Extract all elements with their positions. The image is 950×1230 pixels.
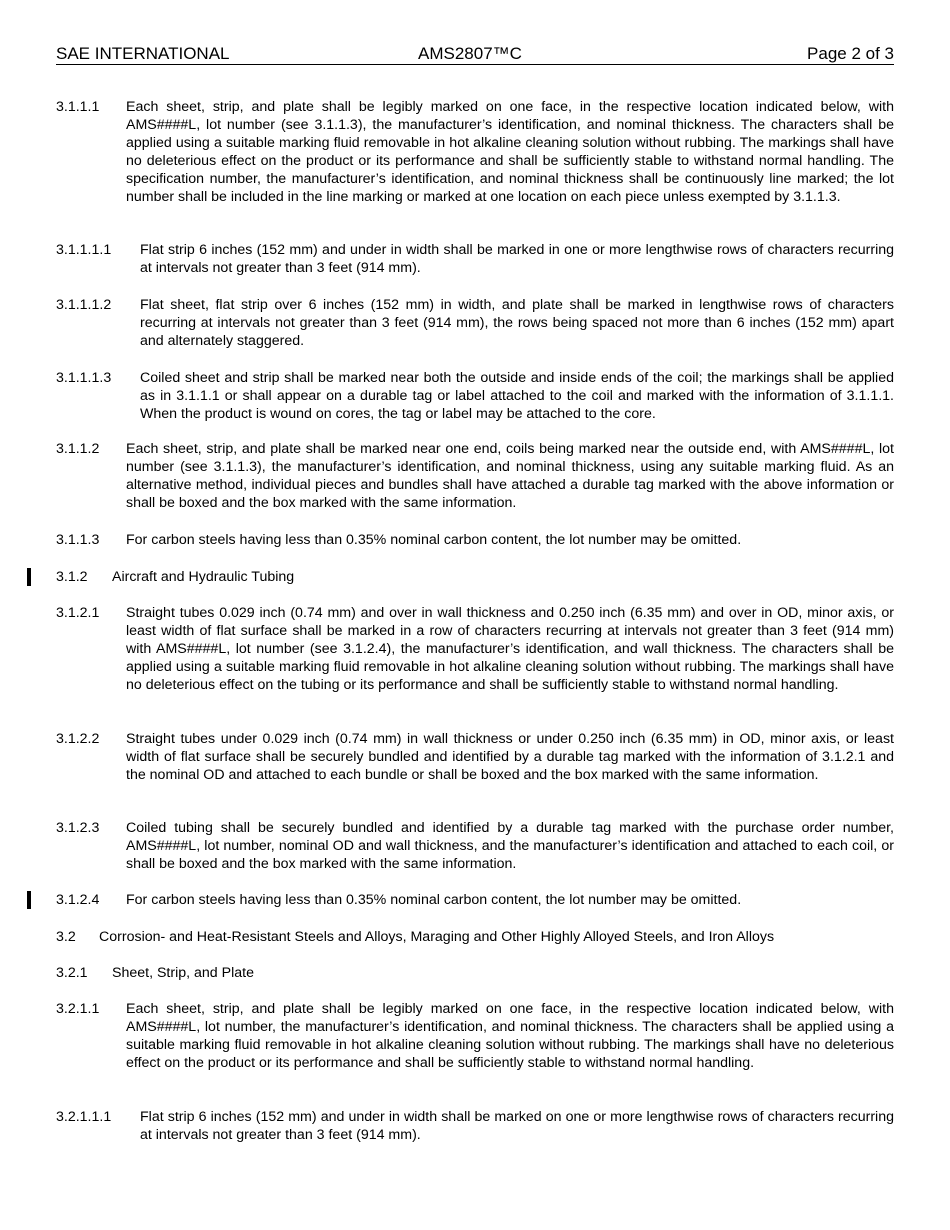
header-organization: SAE INTERNATIONAL bbox=[56, 44, 230, 63]
paragraph-number: 3.1.1.1.3 bbox=[56, 370, 112, 386]
paragraph-text: Straight tubes 0.029 inch (0.74 mm) and over in wall thickness and 0.250 inch (6.35 mm) and over in OD, minor axis, or least width of flat surface shall be marked in a row of characters recurring at intervals not greater than 3 feet (914 mm) with AMS####L, lot number (see 3.1.2.4), the manufacturer’s identification, and wall thickness. The characters shall be applied using a suitable marking fluid removable in hot alkaline cleaning solution without rubbing. The markings shall have no deleterious effect on the tubing or its performance and shall be sufficiently stable to withstand normal handling. bbox=[126, 605, 894, 693]
header-page-number: Page 2 of 3 bbox=[807, 44, 894, 63]
section-number: 3.2 bbox=[56, 929, 76, 945]
paragraph-text: For carbon steels having less than 0.35% nominal carbon content, the lot number may be omitted. bbox=[126, 892, 742, 908]
paragraph-number: 3.1.2.1 bbox=[56, 605, 100, 621]
revision-bar bbox=[27, 891, 31, 909]
section-heading-3-1-2 bbox=[56, 568, 894, 586]
paragraph-3-1-2-4 bbox=[56, 891, 894, 909]
paragraph-number: 3.1.1.2 bbox=[56, 441, 100, 457]
paragraph-number: 3.1.1.3 bbox=[56, 532, 100, 548]
paragraph-3-1-1-1-1 bbox=[56, 241, 894, 277]
paragraph-3-1-1-1-3 bbox=[56, 369, 894, 423]
paragraph-number: 3.1.1.1 bbox=[56, 99, 100, 115]
paragraph-text: Flat strip 6 inches (152 mm) and under in width shall be marked on one or more lengthwise rows of characters recurring at intervals not greater than 3 feet (914 mm). bbox=[140, 1109, 894, 1143]
revision-bar bbox=[27, 568, 31, 586]
header-document-id: AMS2807™C bbox=[418, 44, 522, 63]
section-title: Aircraft and Hydraulic Tubing bbox=[112, 569, 295, 585]
paragraph-text: Coiled tubing shall be securely bundled and identified by a durable tag marked with the purchase order number, AMS####L, lot number, nominal OD and wall thickness, and the manufacturer’s identification and attached to each coil, or shall be boxed and the box marked with the same information. bbox=[126, 820, 894, 872]
page-header bbox=[56, 42, 894, 65]
section-heading-3-2-1 bbox=[56, 964, 894, 982]
paragraph-3-1-1-1 bbox=[56, 98, 894, 206]
section-title: Corrosion- and Heat-Resistant Steels and Alloys, Maraging and Other Highly Alloyed Steels, and Iron Alloys bbox=[99, 929, 775, 945]
paragraph-3-2-1-1 bbox=[56, 1000, 894, 1072]
section-number: 3.2.1 bbox=[56, 965, 88, 981]
paragraph-number: 3.1.1.1.1 bbox=[56, 242, 112, 258]
paragraph-number: 3.1.2.2 bbox=[56, 731, 100, 747]
paragraph-3-1-1-3 bbox=[56, 531, 894, 549]
paragraph-number: 3.1.1.1.2 bbox=[56, 297, 112, 313]
paragraph-text: Each sheet, strip, and plate shall be marked near one end, coils being marked near the outside end, with AMS####L, lot number (see 3.1.1.3), the manufacturer’s identification, and nominal thickness, using any suitable marking fluid. As an alternative method, individual pieces and bundles shall have attached a durable tag marked with the above information or shall be boxed and the box marked with the same information. bbox=[126, 441, 894, 511]
paragraph-number: 3.2.1.1 bbox=[56, 1001, 100, 1017]
paragraph-3-1-2-2 bbox=[56, 730, 894, 784]
paragraph-text: Flat sheet, flat strip over 6 inches (152 mm) in width, and plate shall be marked in lengthwise rows of characters recurring at intervals not greater than 3 feet (914 mm), the rows being spaced not more than 6 inches (152 mm) apart and alternately staggered. bbox=[140, 297, 894, 349]
paragraph-text: Coiled sheet and strip shall be marked near both the outside and inside ends of the coil; the markings shall be applied as in 3.1.1.1 or shall appear on a durable tag or label attached to the coil and marked with the information of 3.1.1.1. When the product is wound on cores, the tag or label may be attached to the core. bbox=[140, 370, 894, 422]
section-title: Sheet, Strip, and Plate bbox=[112, 965, 254, 981]
paragraph-text: Flat strip 6 inches (152 mm) and under in width shall be marked in one or more lengthwise rows of characters recurring at intervals not greater than 3 feet (914 mm). bbox=[140, 242, 894, 276]
paragraph-number: 3.1.2.4 bbox=[56, 892, 100, 908]
section-heading-3-2 bbox=[56, 928, 894, 946]
paragraph-text: Each sheet, strip, and plate shall be legibly marked on one face, in the respective location indicated below, with AMS####L, lot number (see 3.1.1.3), the manufacturer’s identification, and nominal thickness. The characters shall be applied using a suitable marking fluid removable in hot alkaline cleaning solution without rubbing. The markings shall have no deleterious effect on the product or its performance and shall be sufficiently stable to withstand normal handling. The specification number, the manufacturer’s identification, and nominal thickness shall be continuously line marked; the lot number shall be included in the line marking or marked at one location on each piece unless exempted by 3.1.1.3. bbox=[126, 99, 894, 205]
paragraph-text: Straight tubes under 0.029 inch (0.74 mm) in wall thickness or under 0.250 inch (6.35 mm) in OD, minor axis, or least width of flat surface shall be securely bundled and identified by a durable tag marked with the information of 3.1.2.1 and the nominal OD and attached to each bundle or shall be boxed and the box marked with the same information. bbox=[126, 731, 894, 783]
paragraph-3-2-1-1-1 bbox=[56, 1108, 894, 1144]
paragraph-3-1-1-1-2 bbox=[56, 296, 894, 350]
paragraph-3-1-2-3 bbox=[56, 819, 894, 873]
paragraph-3-1-2-1 bbox=[56, 604, 894, 694]
paragraph-number: 3.2.1.1.1 bbox=[56, 1109, 112, 1125]
paragraph-text: For carbon steels having less than 0.35% nominal carbon content, the lot number may be omitted. bbox=[126, 532, 742, 548]
section-number: 3.1.2 bbox=[56, 569, 88, 585]
paragraph-3-1-1-2 bbox=[56, 440, 894, 512]
paragraph-number: 3.1.2.3 bbox=[56, 820, 100, 836]
paragraph-text: Each sheet, strip, and plate shall be legibly marked on one face, in the respective location indicated below, with AMS####L, lot number, the manufacturer’s identification, and nominal thickness. The characters shall be applied using a suitable marking fluid removable in hot alkaline cleaning solution without rubbing. The markings shall have no deleterious effect on the product or its performance and shall be sufficiently stable to withstand normal handling. bbox=[126, 1001, 894, 1071]
